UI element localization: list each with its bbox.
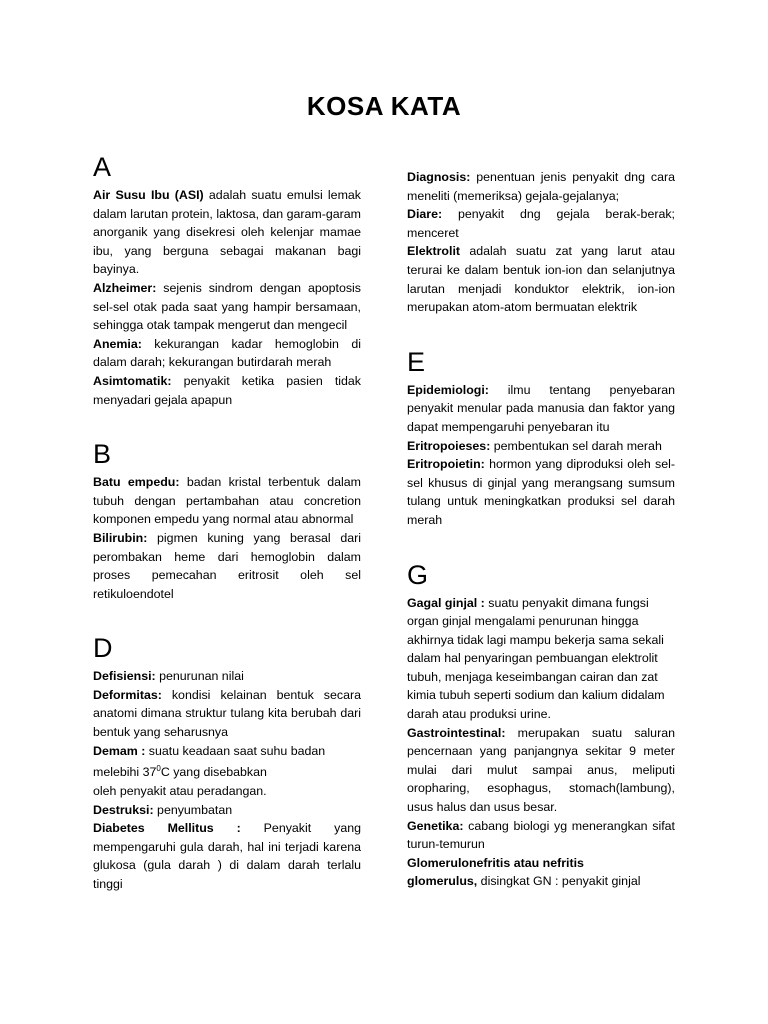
- glossary-entry: [407, 381, 675, 437]
- entry-term: Deformitas:: [93, 687, 162, 702]
- entry-term: Gagal ginjal :: [407, 595, 485, 610]
- entry-term: Destruksi:: [93, 802, 154, 817]
- glossary-entry: [93, 529, 361, 603]
- glossary-entry: [93, 186, 361, 279]
- entry-text: pigmen kuning yang berasal dari perombakan heme dari hemoglobin dalam proses pemecahan eritrosit oleh sel retikuloendotel: [93, 530, 361, 601]
- entry-term: Air Susu Ibu (ASI): [93, 188, 204, 202]
- entry-text: penyumbatan: [153, 802, 233, 817]
- entry-text: ilmu tentang penyebaran penyakit menular pada manusia dan faktor yang dapat mempengaruhi penyebaran itu: [407, 382, 675, 434]
- glossary-entry: [93, 819, 361, 893]
- entry-term: Gastrointestinal:: [407, 725, 506, 740]
- entry-text: suatu keadaan saat suhu badan melebihi 37: [93, 743, 326, 780]
- glossary-entry: [407, 437, 675, 456]
- entry-term: Bilirubin:: [93, 530, 148, 545]
- entry-term: Asimtomatik:: [93, 373, 172, 388]
- entry-text: pembentukan sel darah merah: [490, 438, 662, 453]
- entry-text: penurunan nilai: [155, 669, 244, 684]
- entry-text: adalah suatu emulsi lemak dalam larutan protein, laktosa, dan garam-garam anorganik yang disekresi oleh kelenjar mamae ibu, yang berguna sebagai makanan bagi bayinya.: [93, 188, 361, 277]
- entry-term: Elektrolit: [407, 244, 461, 259]
- entry-text: penentuan jenis penyakit dng cara meneliti (memeriksa) gejala-gejalanya;: [407, 170, 675, 203]
- entry-text-continued: oleh penyakit atau peradangan.: [93, 783, 267, 798]
- section-a: [93, 150, 361, 409]
- entry-text: merupakan suatu saluran pencernaan yang panjangnya sekitar 9 meter mulai dari mulut sampai anus, meliputi oropharing, esophagus, stomach(lambung), usus halus dan usus besar.: [407, 725, 675, 815]
- entry-term: Defisiensi:: [93, 669, 156, 684]
- section-e: [407, 345, 675, 530]
- glossary-entry: [93, 473, 361, 529]
- entry-term: Demam :: [93, 743, 146, 758]
- entry-term: Diare:: [407, 207, 443, 222]
- entry-text: penyakit dng gejala berak-berak; menceret: [407, 207, 675, 240]
- right-column: [407, 168, 675, 891]
- entry-term: Batu empedu:: [93, 475, 180, 490]
- entry-term: Glomerulonefritis atau nefritis: [407, 855, 584, 870]
- glossary-entry: [407, 724, 675, 817]
- glossary-entry: [407, 455, 675, 529]
- entry-term: Eritropoietin:: [407, 457, 485, 472]
- glossary-entry: [93, 801, 361, 820]
- section-letter: G: [407, 559, 429, 590]
- glossary-entry: [407, 872, 675, 891]
- section-letter: A: [93, 152, 112, 182]
- section-g: [407, 558, 675, 892]
- section-b: [93, 437, 361, 603]
- glossary-entry: [93, 279, 361, 335]
- entry-text: kekurangan kadar hemoglobin di dalam darah; kekurangan butirdarah merah: [93, 336, 361, 370]
- glossary-entry: [407, 205, 675, 242]
- left-column: [93, 150, 361, 894]
- degree-superscript: 0: [156, 764, 161, 774]
- entry-term: Alzheimer:: [93, 280, 157, 295]
- entry-text: hormon yang diproduksi oleh sel-sel khusus di ginjal yang merangsang sumsum tulang untuk meningkatkan produksi sel darah merah: [407, 457, 675, 527]
- glossary-entry: [93, 742, 361, 801]
- entry-term: glomerulus,: [407, 874, 478, 889]
- entry-text: adalah suatu zat yang larut atau terurai ke dalam bentuk ion-ion dan selanjutnya larutan menjadi konduktor elektrik, ion-ion merupakan atom-atom bermuatan elektrik: [407, 244, 675, 315]
- entry-term: Epidemiologi:: [407, 382, 489, 397]
- entry-text: penyakit ketika pasien tidak menyadari gejala apapun: [93, 373, 361, 407]
- glossary-entry: [93, 667, 361, 686]
- glossary-entry: [407, 594, 675, 724]
- entry-text-after: C yang disebabkan: [160, 765, 267, 780]
- section-d: [93, 631, 361, 893]
- entry-term: Diagnosis:: [407, 170, 471, 184]
- entry-text: badan kristal terbentuk dalam tubuh dengan pertambahan atau concretion komponen empedu yang normal atau abnormal: [93, 475, 362, 527]
- glossary-entry: [407, 242, 675, 316]
- section-d-continued: [407, 168, 675, 317]
- section-letter: D: [93, 633, 113, 664]
- page-title: KOSA KATA: [306, 91, 462, 121]
- entry-text: cabang biologi yg menerangkan sifat turun-temurun: [407, 818, 675, 852]
- section-letter: B: [93, 439, 112, 470]
- entry-term: Anemia:: [93, 336, 142, 351]
- entry-term: Eritropoieses:: [407, 438, 491, 453]
- glossary-entry: [407, 817, 675, 854]
- glossary-entry: [93, 686, 361, 742]
- glossary-entry: [93, 335, 361, 372]
- glossary-entry: [407, 168, 675, 205]
- entry-text: suatu penyakit dimana fungsi organ ginjal mengalami penurunan hingga akhirnya tidak lagi mampu bekerja sama sekali dalam hal penyaringan pembuangan elektrolit tubuh, menjaga keseimbangan cairan dan zat kimia tubuh seperti sodium dan kalium didalam darah atau produksi urine.: [407, 595, 665, 722]
- entry-text: disingkat GN : penyakit ginjal: [477, 874, 641, 889]
- entry-text: Penyakit yang mempengaruhi gula darah, hal ini terjadi karena glukosa (gula darah ) di dalam darah terlalu tinggi: [93, 821, 361, 891]
- entry-term: Diabetes Mellitus :: [93, 821, 241, 836]
- glossary-entry: [93, 372, 361, 409]
- glossary-entry: [407, 854, 675, 873]
- entry-term: Genetika:: [407, 818, 464, 833]
- entry-text: sejenis sindrom dengan apoptosis sel-sel otak pada saat yang hampir bersamaan, sehingga otak tampak mengerut dan mengecil: [93, 280, 361, 333]
- section-letter: E: [407, 346, 426, 377]
- entry-text: kondisi kelainan bentuk secara anatomi dimana struktur tulang kita berubah dari bentuk yang seharusnya: [93, 687, 361, 740]
